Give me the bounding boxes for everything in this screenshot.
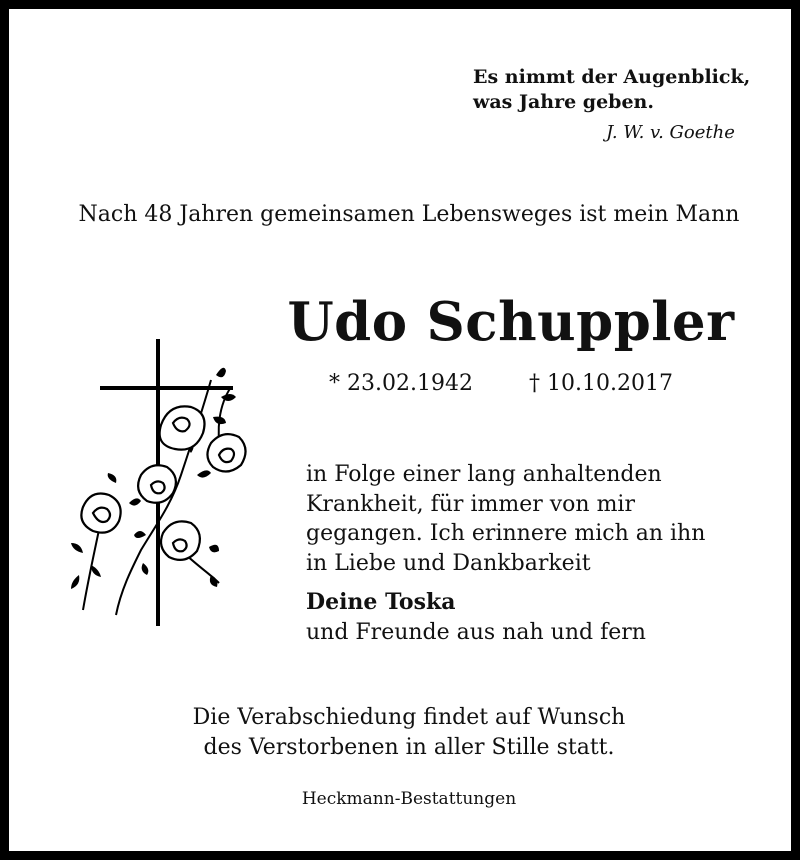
body-line-4: in Liebe und Dankbarkeit xyxy=(306,550,591,576)
signature-others: und Freunde aus nah und fern xyxy=(306,619,646,645)
signature-block xyxy=(306,588,646,647)
funeral-home: Heckmann-Bestattungen xyxy=(301,789,517,809)
quote-author: J. W. v. Goethe xyxy=(606,122,735,143)
signature-name: Deine Toska xyxy=(306,589,456,615)
birth-date: * 23.02.1942 xyxy=(329,371,473,396)
obituary-body xyxy=(306,460,705,578)
body-line-3: gegangen. Ich erinnere mich an ihn xyxy=(306,521,706,546)
body-line-2: Krankheit, für immer von mir xyxy=(306,491,635,517)
quote-line-1: Es nimmt der Augenblick, xyxy=(473,66,751,88)
death-date: † 10.10.2017 xyxy=(529,371,673,396)
body-line-1: in Folge einer lang anhaltenden xyxy=(306,462,662,487)
quote-line-2: was Jahre geben. xyxy=(473,91,654,113)
goethe-quote xyxy=(473,65,773,143)
cross-with-roses-icon xyxy=(61,335,251,630)
farewell-line-1: Die Verabschiedung findet auf Wunsch xyxy=(192,705,626,730)
farewell-line-2: des Verstorbenen in aller Stille statt. xyxy=(203,734,615,760)
intro-text: Nach 48 Jahren gemeinsamen Lebensweges ist mein Mann xyxy=(78,202,740,227)
deceased-name: Udo Schuppler xyxy=(287,291,735,353)
farewell-notice xyxy=(9,703,800,762)
